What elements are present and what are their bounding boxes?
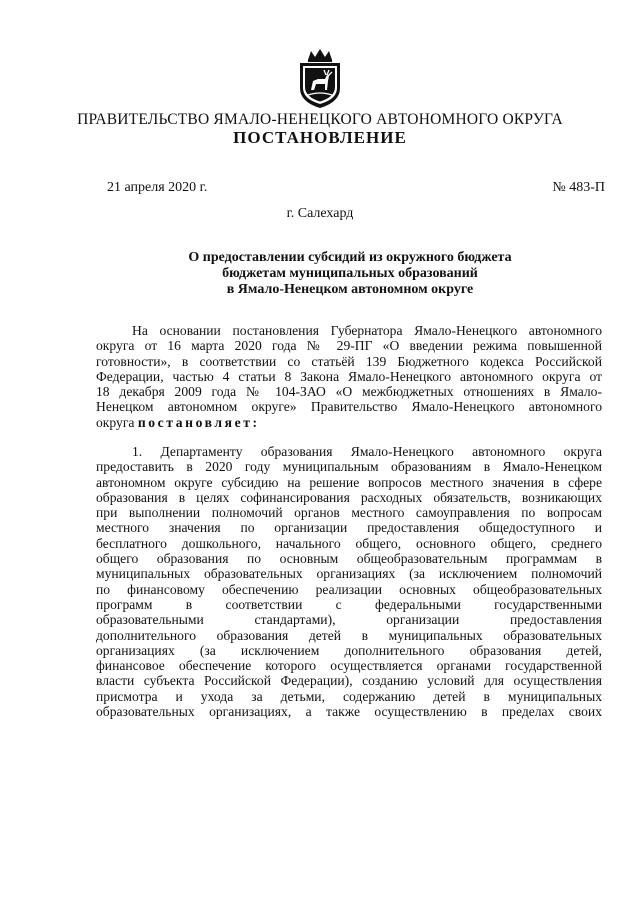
document-title	[140, 250, 560, 298]
text-line: 18 декабря 2009 года № 104-ЗАО «О межбюджетных отношениях в Ямало-	[96, 384, 602, 400]
text-line: образовательными стандартами), организации предоставления	[96, 612, 602, 628]
document-date: 21 апреля 2020 г.	[107, 180, 208, 195]
text-line: при выполнении полномочий органов местного самоуправления по вопросам	[96, 505, 602, 521]
item-1-paragraph	[96, 444, 602, 719]
text-line: 1. Департаменту образования Ямало-Ненецкого автономного округа	[132, 444, 602, 459]
text-line: предоставить в 2020 году муниципальным образованиям в Ямало-Ненецком	[96, 459, 602, 475]
text-line	[96, 415, 602, 430]
text-line: Федерации, частью 4 статьи 8 Закона Ямало-Ненецкого автономного округа от	[96, 368, 602, 384]
document-number: № 483-П	[552, 180, 605, 195]
title-line: бюджетам муниципальных образований	[222, 266, 478, 281]
decree-word: постановляет:	[137, 414, 260, 430]
preamble-paragraph	[96, 323, 602, 430]
text-line: присмотра и ухода за детьми, содержанию детей в муниципальных	[96, 688, 602, 704]
text-line: бесплатного дошкольного, начального общего, основного общего, среднего	[96, 535, 602, 551]
text-line: программ в соответствии с федеральными государственными	[96, 596, 602, 612]
title-line: в Ямало-Ненецком автономном округе	[226, 282, 474, 297]
text-line: образования в целях софинансирования расходных обязательств, возникающих	[96, 489, 602, 505]
text-line-prefix: округа	[96, 414, 138, 430]
text-line: местного значения по организации предоставления общедоступного и	[96, 520, 602, 536]
text-line: общего образования по основным общеобразовательным программам в	[96, 551, 602, 567]
text-line: по финансовому обеспечению реализации основных общеобразовательных	[96, 581, 602, 597]
text-line: муниципальных образовательных организациях (за исключением полномочий	[96, 566, 602, 582]
text-line: автономном округе субсидию на решение вопросов местного значения в сфере	[96, 474, 602, 490]
text-line: власти субъекта Российской Федерации), созданию условий для осуществления	[96, 673, 602, 689]
text-line: готовности», в соответствии со статьёй 139 Бюджетного кодекса Российской	[96, 353, 602, 369]
text-line: образовательных организациях, а также осуществлению в пределах своих	[96, 704, 602, 720]
text-line: На основании постановления Губернатора Ямало-Ненецкого автономного	[132, 323, 602, 338]
coat-of-arms-icon	[294, 48, 346, 110]
document-type: ПОСТАНОВЛЕНИЕ	[233, 128, 407, 147]
text-line: округа от 16 марта 2020 года № 29-ПГ «О введении режима повышенной	[96, 338, 602, 354]
title-line: О предоставлении субсидий из окружного бюджета	[188, 250, 512, 265]
text-line: дополнительного образования детей в муниципальных образовательных	[96, 627, 602, 643]
text-line: Ненецком автономном округе» Правительство Ямало-Ненецкого автономного	[96, 399, 602, 415]
text-line: организациях (за исключением дополнительного образования детей,	[96, 642, 602, 658]
text-line: финансовое обеспечение которого осуществляется органами государственной	[96, 658, 602, 674]
government-name: ПРАВИТЕЛЬСТВО ЯМАЛО-НЕНЕЦКОГО АВТОНОМНОГО ОКРУГА	[77, 111, 563, 128]
document-city: г. Салехард	[286, 206, 354, 221]
